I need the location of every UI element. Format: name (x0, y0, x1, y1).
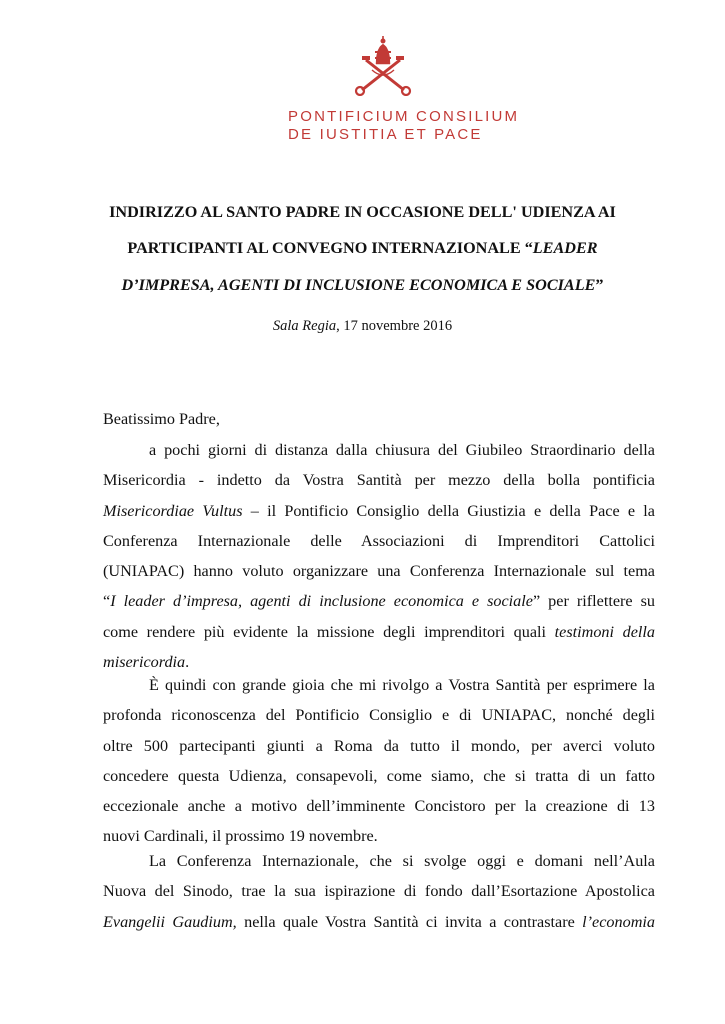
place-date: Sala Regia, 17 novembre 2016 (272, 318, 453, 334)
paragraph-2 (103, 670, 655, 852)
title-line1: INDIRIZZO AL SANTO PADRE IN OCCASIONE DELL' UDIENZA AI (109, 203, 616, 221)
title-line2: PARTICIPANTI AL CONVEGNO INTERNAZIONALE “LEADER (127, 239, 598, 257)
paragraph-1 (103, 435, 655, 677)
text-line: La Conferenza Internazionale, che si svolge oggi e domani nell’Aula (149, 852, 655, 870)
text-line: a pochi giorni di distanza dalla chiusura del Giubileo Straordinario della (149, 441, 655, 459)
text-line: “I leader d’impresa, agenti di inclusione economica e sociale” per riflettere su (103, 592, 656, 611)
text-line: nuovi Cardinali, il prossimo 19 novembre. (103, 827, 378, 846)
org-name-line2: DE IUSTITIA ET PACE (288, 126, 483, 143)
text-line: Conferenza Internazionale delle Associazioni di Imprenditori Cattolici (103, 531, 655, 550)
text-line: eccezionale anche a motivo dell’imminente Concistoro per la creazione di 13 (103, 797, 655, 816)
text-line: Misericordia - indetto da Vostra Santità per mezzo della bolla pontificia (103, 471, 655, 490)
papal-seal-icon (346, 34, 420, 96)
text-line: profonda riconoscenza del Pontificio Consiglio e di UNIAPAC, nonché degli (103, 706, 655, 725)
text-line: Evangelii Gaudium, nella quale Vostra Santità ci invita a contrastare l’economia (103, 912, 655, 931)
letterhead-logo (288, 34, 520, 164)
text-line: È quindi con grande gioia che mi rivolgo a Vostra Santità per esprimere la (149, 676, 655, 694)
text-line: concedere questa Udienza, consapevoli, come siamo, che si tratta di un fatto (103, 766, 655, 785)
text-line: Nuova del Sinodo, trae la sua ispirazione di fondo dall’Esortazione Apostolica (103, 882, 655, 901)
text-line: misericordia. (103, 653, 190, 672)
title-line3: D’IMPRESA, AGENTI DI INCLUSIONE ECONOMICA E SOCIALE” (121, 276, 604, 294)
text-line: oltre 500 partecipanti giunti a Roma da tutto il mondo, per averci voluto (103, 736, 655, 755)
org-name-line1: PONTIFICIUM CONSILIUM (288, 108, 520, 125)
text-line: (UNIAPAC) hanno voluto organizzare una Conferenza Internazionale sul tema (103, 562, 655, 581)
text-line: Misericordiae Vultus – il Pontificio Consiglio della Giustizia e della Pace e la (103, 501, 655, 520)
text-line: come rendere più evidente la missione degli imprenditori quali testimoni della (103, 622, 656, 641)
salutation: Beatissimo Padre, (103, 410, 220, 428)
paragraph-3 (103, 846, 655, 937)
